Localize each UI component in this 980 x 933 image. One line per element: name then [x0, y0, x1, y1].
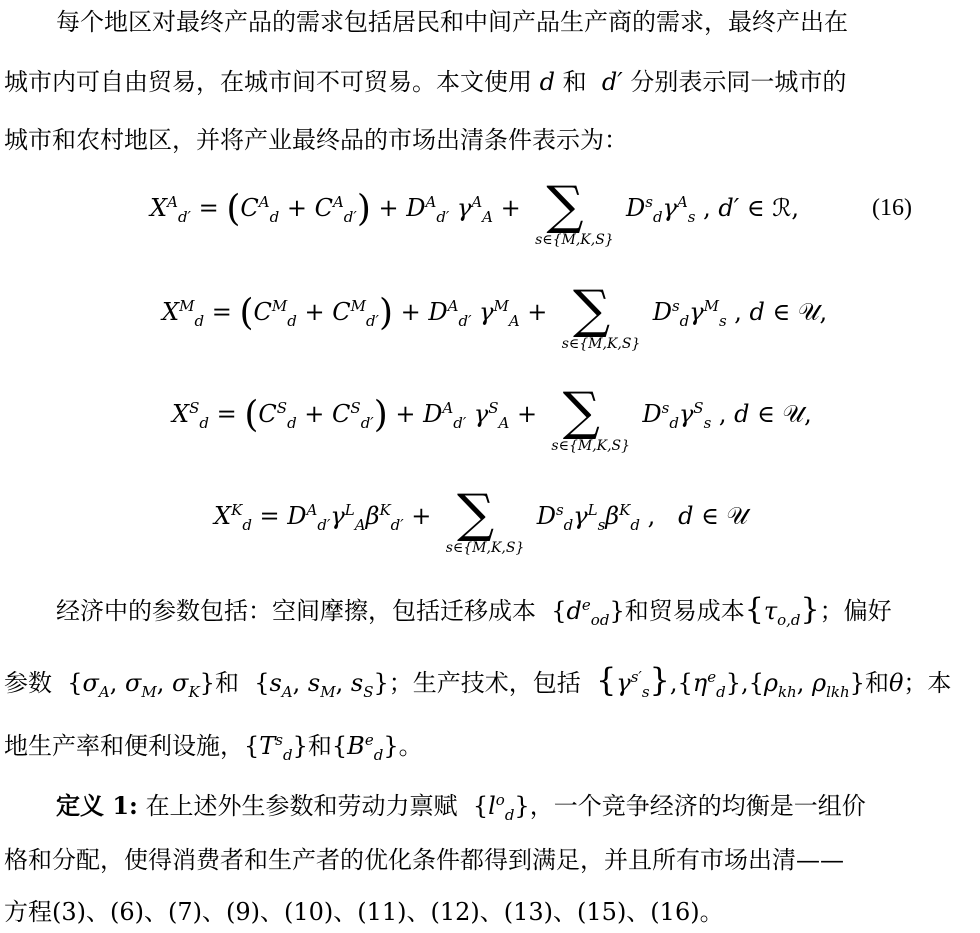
para1-line2 — [4, 62, 928, 102]
para2-line3-c: 。 — [398, 732, 423, 760]
equation-number: (16) — [872, 195, 912, 221]
para2-line3: 地生产率和便利设施，$\{T^s_d\}$和$\{B^e_d\}$。 — [4, 731, 423, 764]
para2-line2-c: ；生产技术，包括 — [388, 669, 581, 697]
para1-line3 — [4, 120, 928, 160]
equation-3 — [0, 381, 924, 454]
para2-line2-e: ；本 — [903, 669, 952, 697]
para2-line1-b: 和贸易成本 — [624, 597, 745, 625]
equation-3-body: $X^S_d = (C^S_d + C^S_{d'}) + D^A_{d'}$ $\gamma^S_A$ + ∑ s∈{M,K,S} $D^s_d\gamma^S_s$ , d ∈ 𝒰, — [172, 381, 812, 454]
equation-text-store — [0, 0, 1, 1]
definition-line1-a: 在上述外生参数和劳动力禀赋 — [145, 792, 458, 820]
para1-line2-a: 城市内可自由贸易，在城市间不可贸易。本文使用 — [4, 68, 532, 96]
para2-line1-a: 经济中的参数包括：空间摩擦，包括迁移成本 — [56, 597, 536, 625]
para1-line2-c: 分别表示同一城市的 — [630, 68, 847, 96]
para2-line3-b: 和 — [307, 732, 332, 760]
definition-line3-text: 方程(3)、(6)、(7)、(9)、(10)、(11)、(12)、(13)、(15)、(16)。 — [4, 898, 724, 926]
var-d: d — [539, 68, 556, 96]
equation-1-body: $X^A_{d'} = (C^A_d + C^A_{d'}) + D^A_{d'}$ $\gamma^A_A$ + ∑ s∈{M,K,S} $D^s_d\gamma^A_s$ , d′ ∈ ℛ, — [150, 175, 799, 248]
definition-line2 — [4, 840, 928, 880]
para2-line2: 参数 {$\sigma_A$, $\sigma_M$, $\sigma_K$}和 {$s_A$, $s_M$, $s_S$}；生产技术，包括 $\{\gamma^{s'}_s\},\{\eta^e_d\},\{\rho_{kh}$, $\rho_{lkh}$}和θ；本 — [4, 661, 952, 701]
para1-line1-text: 每个地区对最终产品的需求包括居民和中间产品生产商的需求，最终产出在 — [56, 8, 848, 36]
var-dprime: d′ — [601, 68, 623, 96]
para2-line2-b: 和 — [214, 669, 239, 697]
equation-4-body: $X^K_d = D^A_{d'}\gamma^L_A\beta^K_{d'}$ + ∑ s∈{M,K,S} $D^s_d\gamma^L_s\beta^K_d$ , d ∈ 𝒰 — [214, 483, 749, 556]
sum-symbol: ∑ s∈{M,K,S} — [551, 381, 631, 454]
para2-line1-c: ；偏好 — [819, 597, 892, 625]
equation-4 — [0, 483, 924, 556]
para2-line2-d: 和 — [864, 669, 889, 697]
para1-line2-b: 和 — [562, 68, 587, 96]
sum-symbol: ∑ s∈{M,K,S} — [561, 279, 641, 352]
para2-line1: 经济中的参数包括：空间摩擦，包括迁移成本 $\{d^e_{od}\}$和贸易成本$\{\tau_{o,d}\}$；偏好 — [56, 592, 892, 629]
definition-line1-b: ，一个竞争经济的均衡是一组价 — [529, 792, 866, 820]
sum-symbol: ∑ s∈{M,K,S} — [535, 175, 614, 248]
equation-1 — [0, 175, 924, 248]
equation-2 — [0, 279, 924, 352]
para2-line2-a: 参数 — [4, 669, 52, 697]
definition-line1: 定义 1: 在上述外生参数和劳动力禀赋 $\{l^o_d\}$，一个竞争经济的均衡是一组价 — [56, 791, 866, 824]
para1-line1 — [56, 2, 980, 42]
definition-label: 定义 1: — [56, 791, 138, 820]
sum-symbol: ∑ s∈{M,K,S} — [445, 483, 525, 556]
definition-line3 — [4, 892, 928, 932]
para2-line3-a: 地生产率和便利设施， — [4, 732, 244, 760]
definition-line2-text: 格和分配，使得消费者和生产者的优化条件都得到满足，并且所有市场出清—— — [4, 846, 844, 874]
equation-2-body: $X^M_d = (C^M_d + C^M_{d'}) + D^A_{d'}$ $\gamma^M_A$ + ∑ s∈{M,K,S} $D^s_d\gamma^M_s$ , d ∈ 𝒰, — [162, 279, 828, 352]
para1-line3-text: 城市和农村地区，并将产业最终品的市场出清条件表示为： — [4, 126, 628, 154]
